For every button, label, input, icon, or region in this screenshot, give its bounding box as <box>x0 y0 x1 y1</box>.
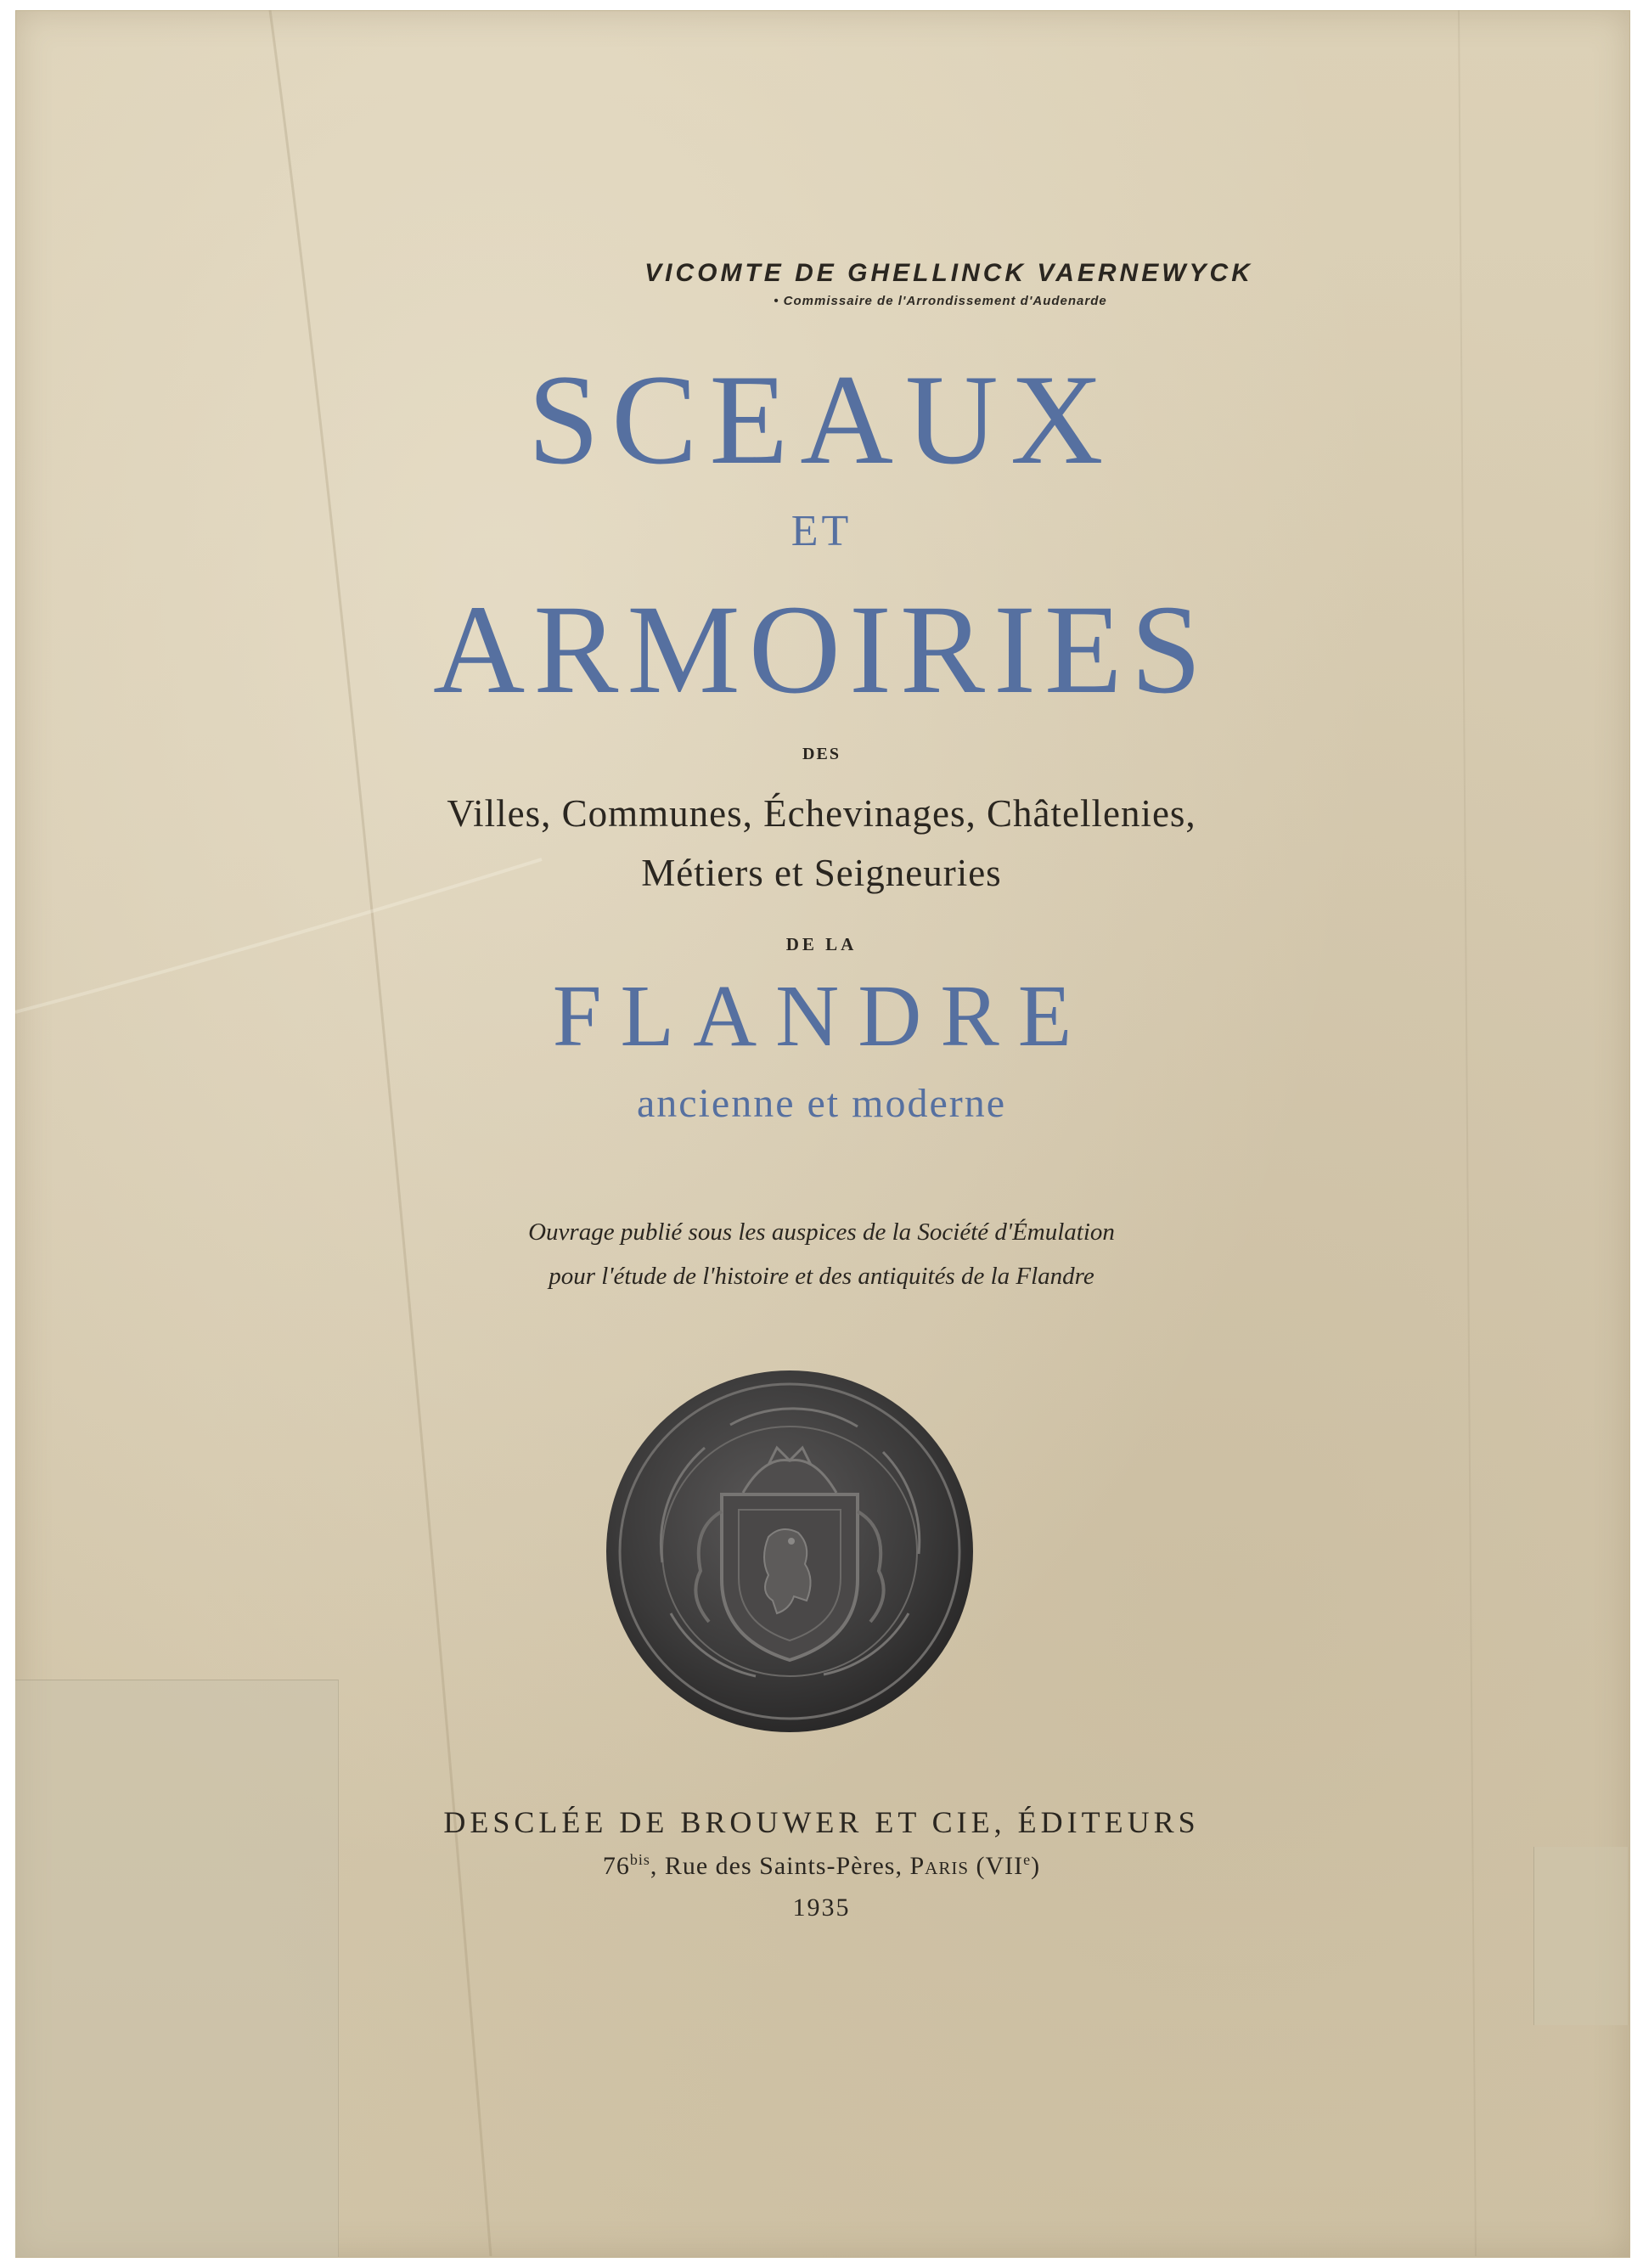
title-et: ET <box>791 507 852 555</box>
publication-year: 1935 <box>792 1894 851 1922</box>
publisher-address: $76^{bis}$, Rue des Saints-Pères, Paris (VIIe) <box>602 1851 1041 1880</box>
region-title: FLANDRE <box>552 967 1091 1065</box>
subject-line-2: Métiers et Seigneuries <box>641 852 1002 894</box>
subject-line-1: Villes, Communes, Échevinages, Châtellenies, <box>447 792 1196 835</box>
de-la-label: DE LA <box>785 934 858 954</box>
ouvrage-line-1: Ouvrage publié sous les auspices de la Société d'Émulation <box>528 1218 1115 1246</box>
des-label: DES <box>802 745 841 763</box>
publisher-name: DESCLÉE DE BROUWER ET CIE, ÉDITEURS <box>443 1805 1200 1839</box>
ouvrage-line-2: pour l'étude de l'histoire et des antiquités de la Flandre <box>549 1263 1094 1290</box>
tape-mark-left <box>15 1680 339 2257</box>
author-title: • Commissaire de l'Arrondissement d'Audenarde <box>774 294 1107 308</box>
wax-seal-icon <box>603 1367 976 1736</box>
author-name: VICOMTE DE GHELLINCK VAERNEWYCK <box>644 259 1253 287</box>
title-sceaux: SCEAUX <box>527 348 1116 491</box>
title-armoiries: ARMOIRIES <box>432 579 1211 720</box>
region-subtitle: ancienne et moderne <box>636 1081 1007 1126</box>
